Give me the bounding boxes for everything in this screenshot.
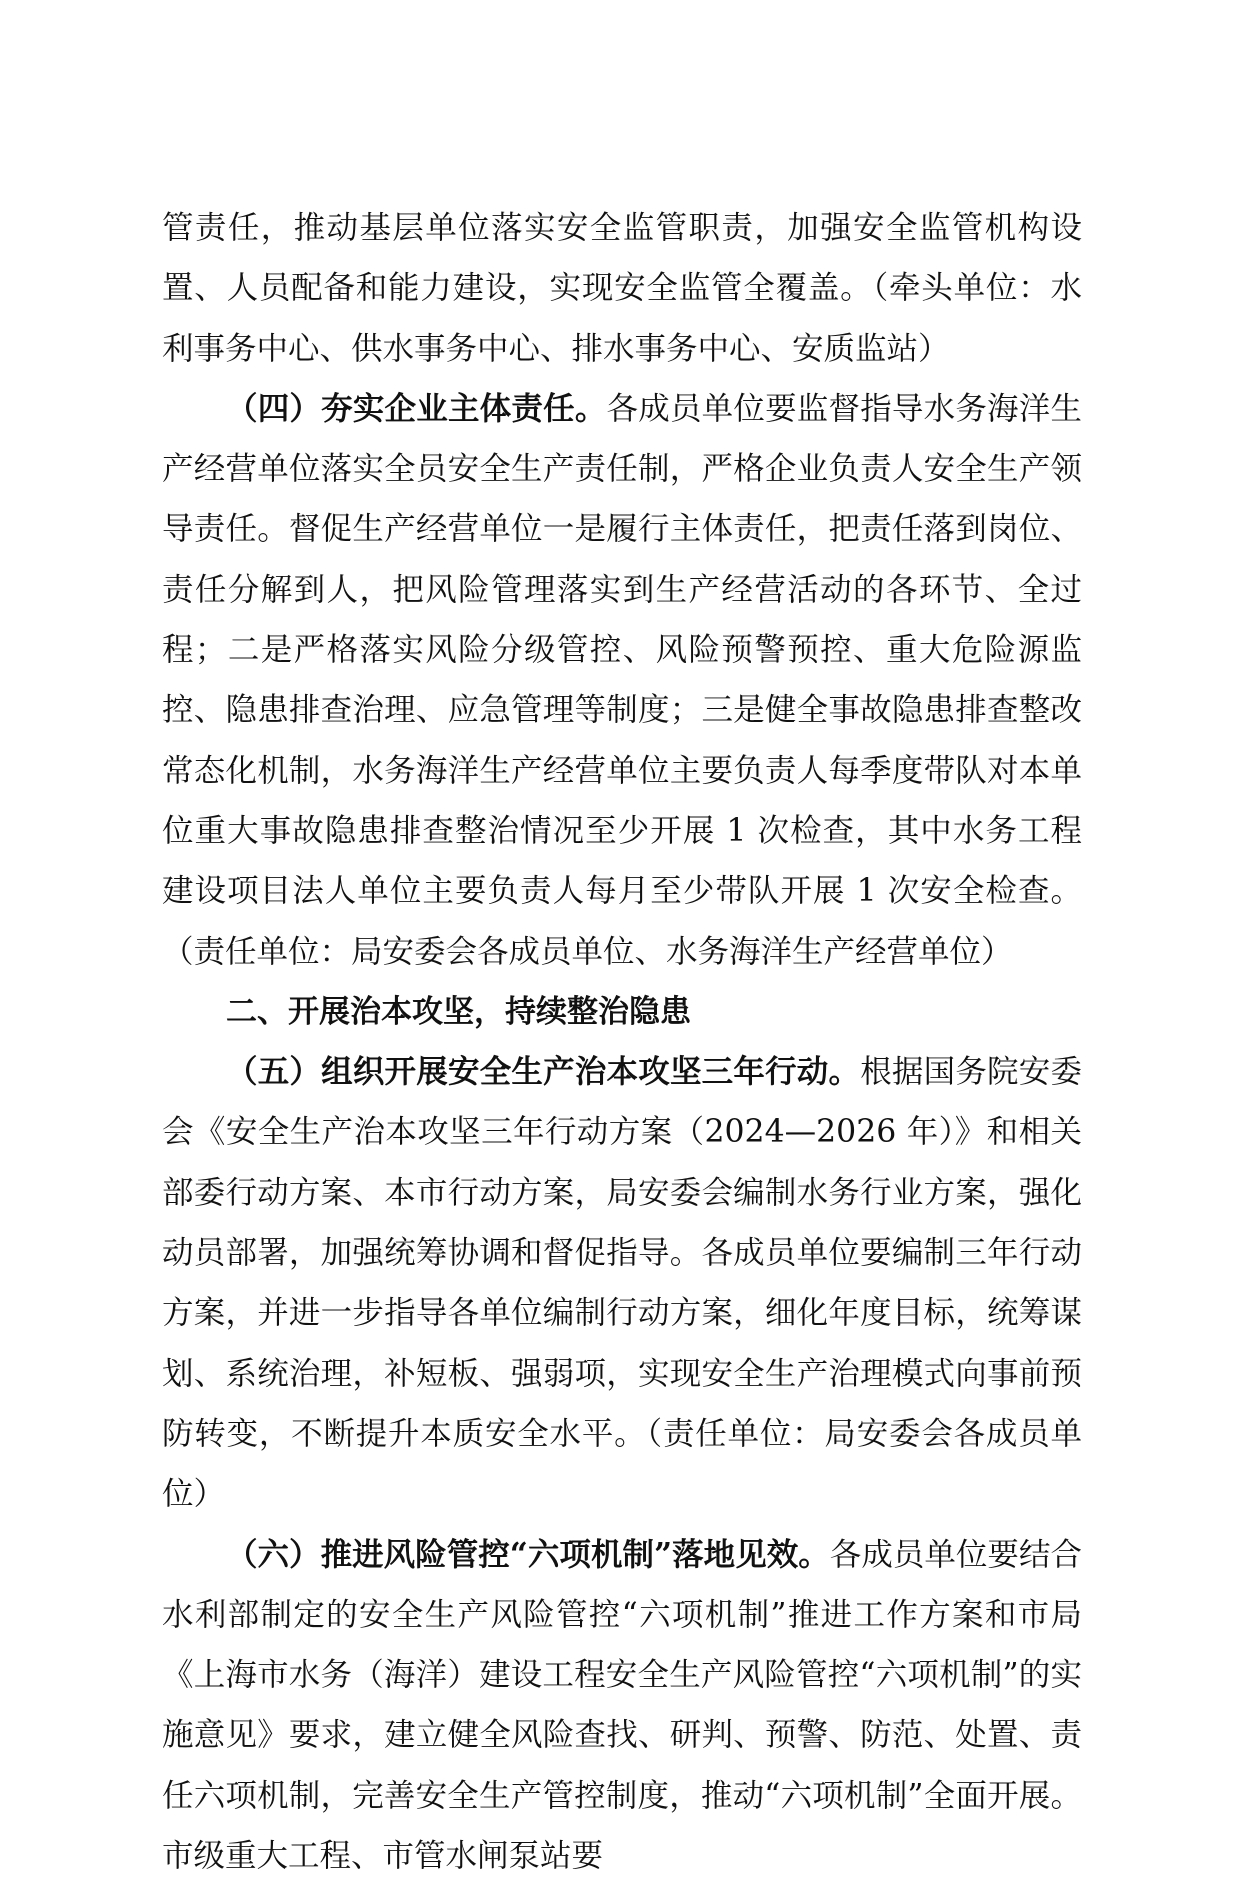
item-4-body: 各成员单位要监督指导水务海洋生产经营单位落实全员安全生产责任制，严格企业负责人安全生产领导责任。督促生产经营单位一是履行主体责任，把责任落到岗位、责任分解到人，把风险管理落实到生产经营活动的各环节、全过程；二是严格落实风险分级管控、风险预警预控、重大危险源监控、隐患排查治理、应急管理等制度；三是健全事故隐患排查整改常态化机制，水务海洋生产经营单位主要负责人每季度带队对本单位重大事故隐患排查整治情况至少开展 1 次检查，其中水务工程建设项目法人单位主要负责人每月至少带队开展 1 次安全检查。（责任单位：局安委会各成员单位、水务海洋生产经营单位） <box>162 390 1082 970</box>
paragraph-item-6 <box>162 1525 1082 1886</box>
paragraph-item-4 <box>162 379 1082 982</box>
paragraph-continuation: 管责任，推动基层单位落实安全监管职责，加强安全监管机构设置、人员配备和能力建设，实现安全监管全覆盖。（牵头单位：水利事务中心、供水事务中心、排水事务中心、安质监站） <box>162 210 1082 367</box>
item-4-heading: （四）夯实企业主体责任。 <box>226 389 607 427</box>
item-6-body: 各成员单位要结合水利部制定的安全生产风险管控“六项机制”推进工作方案和市局《上海市水务（海洋）建设工程安全生产风险管控“六项机制”的实施意见》要求，建立健全风险查找、研判、预警、防范、处置、责任六项机制，完善安全生产管控制度，推动“六项机制”全面开展。市级重大工程、市管水闸泵站要 <box>162 1536 1082 1875</box>
item-5-body: 根据国务院安委会《安全生产治本攻坚三年行动方案（2024—2026 年）》和相关部委行动方案、本市行动方案，局安委会编制水务行业方案，强化动员部署，加强统筹协调和督促指导。各成员单位要编制三年行动方案，并进一步指导各单位编制行动方案，细化年度目标，统筹谋划、系统治理，补短板、强弱项，实现安全生产治理模式向事前预防转变，不断提升本质安全水平。（责任单位：局安委会各成员单位） <box>162 1054 1082 1513</box>
document-body <box>162 198 1082 1886</box>
section-2-title: 二、开展治本攻坚，持续整治隐患 <box>226 993 691 1030</box>
paragraph-item-5 <box>162 1042 1082 1524</box>
item-5-heading: （五）组织开展安全生产治本攻坚三年行动。 <box>226 1053 861 1091</box>
item-6-heading: （六）推进风险管控“六项机制”落地见效。 <box>226 1535 830 1573</box>
